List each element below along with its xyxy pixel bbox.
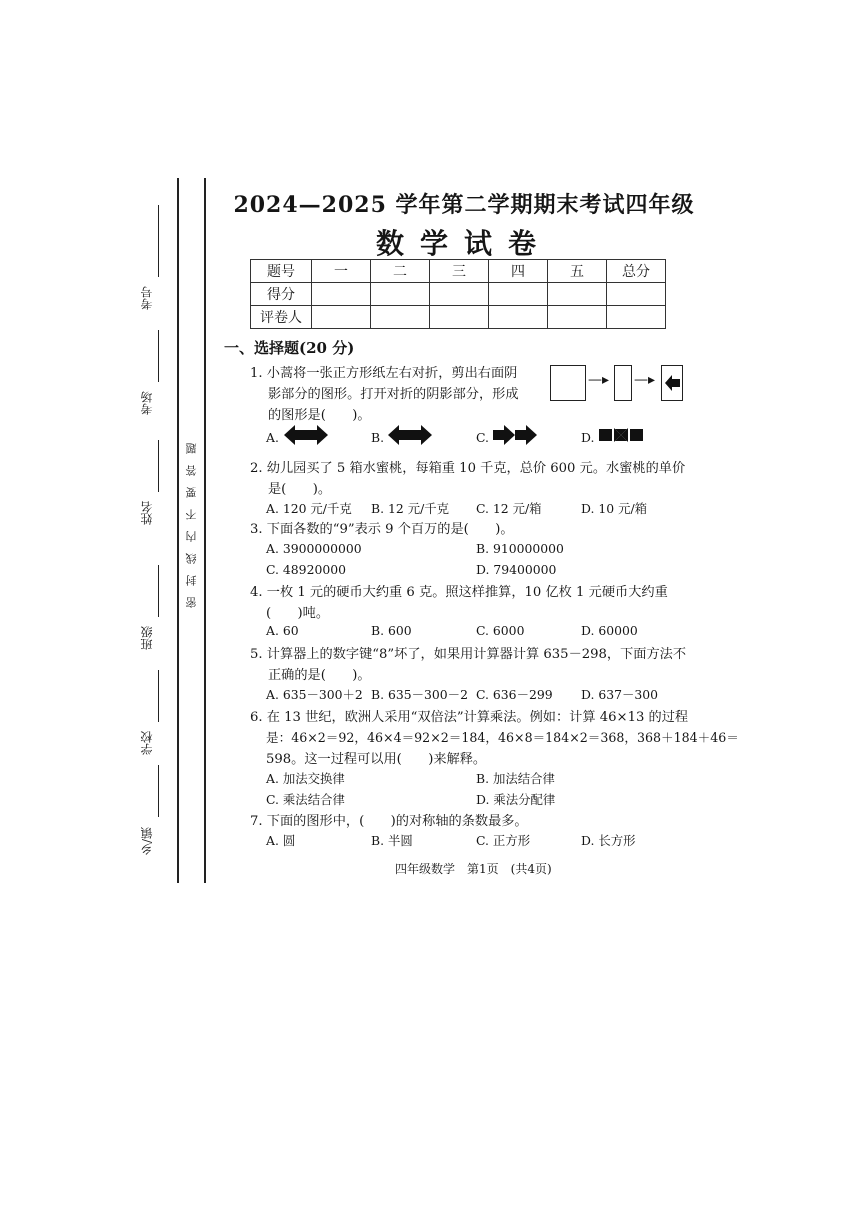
q4-text-2: ( )吨。 — [266, 606, 330, 621]
q5-option-c[interactable]: C. 636－299 — [476, 687, 553, 702]
q2-option-a[interactable]: A. 120 元/千克 — [266, 501, 352, 516]
arrow-right-icon: —▸ — [634, 372, 656, 388]
q4-option-d[interactable]: D. 60000 — [581, 623, 638, 638]
q1-text-3: 的图形是( )。 — [268, 408, 371, 423]
score-cell[interactable] — [548, 283, 607, 306]
score-cell[interactable] — [371, 283, 430, 306]
exam-title: 2024—2025 学年第二学期期末考试四年级 — [233, 192, 695, 218]
subject-title: 数学试卷 — [375, 227, 552, 260]
score-col-1: 一 — [312, 260, 371, 283]
q3-option-a[interactable]: A. 3900000000 — [266, 541, 362, 556]
score-cell[interactable] — [312, 283, 371, 306]
q5-option-b[interactable]: B. 635－300－2 — [371, 687, 468, 702]
town-label: 乡/镇 — [140, 826, 154, 856]
q2-option-c[interactable]: C. 12 元/箱 — [476, 501, 542, 516]
exam-number-label: 考号 — [140, 286, 154, 310]
q6-option-a[interactable]: A. 加法交换律 — [266, 771, 345, 786]
town-line — [158, 765, 159, 817]
seal-line-outer — [177, 178, 179, 883]
grader-cell[interactable] — [607, 306, 666, 329]
q5-text-2: 正确的是( )。 — [268, 668, 371, 683]
folded-paper-shape — [614, 365, 632, 401]
grader-cell[interactable] — [548, 306, 607, 329]
score-row — [251, 283, 666, 306]
class-field[interactable] — [138, 565, 178, 675]
grader-row-label: 评卷人 — [251, 306, 312, 329]
q1-option-b-shape[interactable] — [387, 424, 433, 446]
score-col-4: 四 — [489, 260, 548, 283]
section-heading: 一、选择题(20 分) — [224, 339, 355, 357]
class-label: 班级 — [140, 626, 154, 650]
exam-room-line — [158, 330, 159, 382]
page-footer: 四年级数学 第1页 (共4页) — [395, 862, 552, 876]
q2-text-2: 是( )。 — [268, 482, 332, 497]
q7-option-b[interactable]: B. 半圆 — [371, 833, 413, 848]
town-field[interactable] — [138, 765, 178, 875]
cut-shape — [661, 365, 683, 401]
name-field[interactable] — [138, 440, 178, 550]
q3-option-c[interactable]: C. 48920000 — [266, 562, 346, 577]
grader-cell[interactable] — [312, 306, 371, 329]
score-row-label: 得分 — [251, 283, 312, 306]
q7-text-1: 7. 下面的图形中，( )的对称轴的条数最多。 — [250, 814, 528, 829]
score-col-label: 题号 — [251, 260, 312, 283]
score-table — [250, 259, 666, 329]
square-paper-shape — [550, 365, 586, 401]
q4-option-c[interactable]: C. 6000 — [476, 623, 525, 638]
score-col-total: 总分 — [607, 260, 666, 283]
score-table-header-row — [251, 260, 666, 283]
q1-option-c-shape[interactable] — [492, 424, 538, 446]
q1-option-b-label: B. — [371, 430, 385, 445]
q6-text-2: 是：46×2＝92，46×4＝92×2＝184，46×8＝184×2＝368，368＋184＋46＝ — [266, 730, 739, 745]
q6-option-d[interactable]: D. 乘法分配律 — [476, 792, 556, 807]
q3-option-b[interactable]: B. 910000000 — [476, 541, 564, 556]
q6-text-1: 6. 在 13 世纪，欧洲人采用“双倍法”计算乘法。例如：计算 46×13 的过程 — [250, 710, 689, 725]
q1-option-a-shape[interactable] — [283, 424, 329, 446]
q1-option-d-shape[interactable] — [598, 424, 644, 446]
score-cell[interactable] — [489, 283, 548, 306]
q5-option-d[interactable]: D. 637－300 — [581, 687, 659, 702]
q1-text-1: 1. 小蒿将一张正方形纸左右对折，剪出右面阴 — [250, 366, 518, 381]
grader-cell[interactable] — [371, 306, 430, 329]
q2-option-d[interactable]: D. 10 元/箱 — [581, 501, 648, 516]
q1-text-2: 影部分的图形。打开对折的阴影部分，形成 — [268, 387, 519, 402]
q2-option-b[interactable]: B. 12 元/千克 — [371, 501, 450, 516]
q6-option-b[interactable]: B. 加法结合律 — [476, 771, 555, 786]
school-field[interactable] — [138, 670, 178, 780]
q1-option-a-label: A. — [266, 430, 279, 445]
seal-line-inner — [204, 178, 206, 883]
shaded-arrow-icon — [662, 366, 682, 400]
q4-option-a[interactable]: A. 60 — [266, 623, 299, 638]
exam-number-line — [158, 205, 159, 277]
q5-option-a[interactable]: A. 635－300＋2 — [266, 687, 363, 702]
grader-cell[interactable] — [489, 306, 548, 329]
q3-text-1: 3. 下面各数的“9”表示 9 个百万的是( )。 — [250, 522, 514, 537]
exam-room-field[interactable] — [138, 330, 178, 450]
q2-text-1: 2. 幼儿园买了 5 箱水蜜桃，每箱重 10 千克，总价 600 元。水蜜桃的单价 — [250, 461, 686, 476]
q4-text-1: 4. 一枚 1 元的硬币大约重 6 克。照这样推算，10 亿枚 1 元硬币大约重 — [250, 585, 668, 600]
grader-cell[interactable] — [430, 306, 489, 329]
score-col-5: 五 — [548, 260, 607, 283]
exam-room-label: 考场 — [140, 391, 154, 415]
score-col-2: 二 — [371, 260, 430, 283]
arrow-right-icon: —▸ — [588, 372, 610, 388]
score-cell[interactable] — [430, 283, 489, 306]
name-line — [158, 440, 159, 492]
q1-option-c-label: C. — [476, 430, 489, 445]
q1-option-d-label: D. — [581, 430, 595, 445]
q7-option-d[interactable]: D. 长方形 — [581, 833, 636, 848]
q3-option-d[interactable]: D. 79400000 — [476, 562, 557, 577]
school-line — [158, 670, 159, 722]
q7-option-a[interactable]: A. 圆 — [266, 833, 296, 848]
score-cell[interactable] — [607, 283, 666, 306]
class-line — [158, 565, 159, 617]
grader-row — [251, 306, 666, 329]
name-label: 姓名 — [140, 501, 154, 525]
q5-text-1: 5. 计算器上的数字键“8”坏了，如果用计算器计算 635－298，下面方法不 — [250, 647, 687, 662]
score-col-3: 三 — [430, 260, 489, 283]
q6-option-c[interactable]: C. 乘法结合律 — [266, 792, 345, 807]
seal-notice: 密封线内不要答题 — [185, 432, 198, 608]
q7-option-c[interactable]: C. 正方形 — [476, 833, 531, 848]
school-label: 学校 — [140, 731, 154, 755]
q6-text-3: 598。这一过程可以用( )来解释。 — [266, 752, 487, 767]
q4-option-b[interactable]: B. 600 — [371, 623, 412, 638]
